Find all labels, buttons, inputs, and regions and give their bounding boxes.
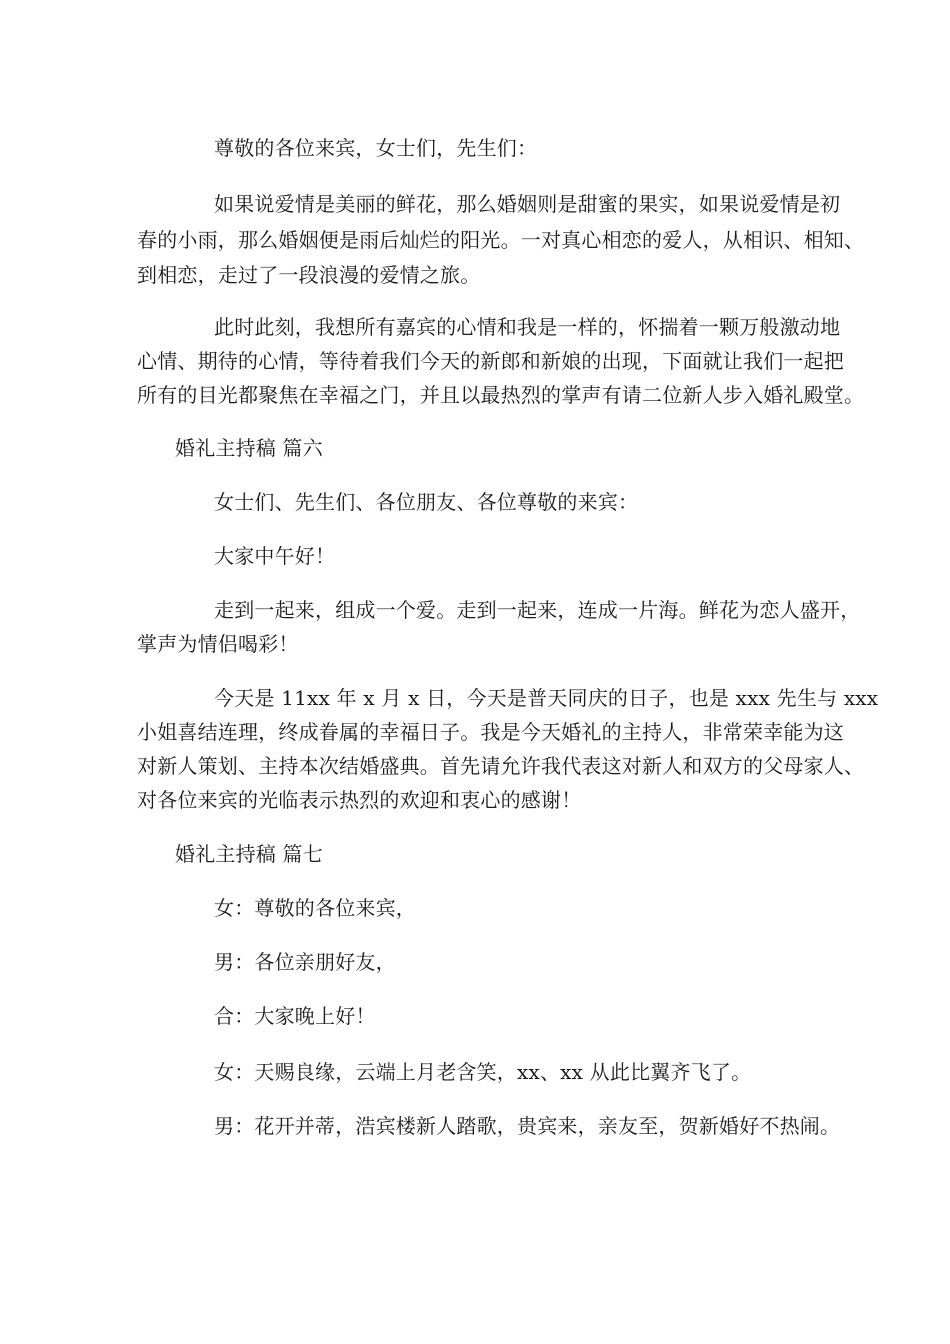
paragraph-line: 到相恋，走过了一段浪漫的爱情之旅。 [137, 263, 481, 287]
paragraph-line: 小姐喜结连理，终成眷属的幸福日子。我是今天婚礼的主持人，非常荣幸能为这 [137, 720, 844, 744]
section-heading: 婚礼主持稿 篇七 [175, 842, 323, 866]
paragraph-line: 对新人策划、主持本次结婚盛典。首先请允许我代表这对新人和双方的父母家人、 [137, 754, 865, 778]
paragraph-line: 女士们、先生们、各位朋友、各位尊敬的来宾： [214, 490, 639, 514]
paragraph-line: 此时此刻，我想所有嘉宾的心情和我是一样的，怀揣着一颗万般激动地 [214, 315, 841, 339]
dialogue-line: 男：各位亲朋好友， [214, 950, 396, 974]
paragraph-line: 如果说爱情是美丽的鲜花，那么婚姻则是甜蜜的果实，如果说爱情是初 [214, 192, 841, 216]
dialogue-line: 男：花开并蒂，浩宾楼新人踏歌，贵宾来，亲友至，贺新婚好不热闹。 [214, 1114, 841, 1138]
paragraph-line: 所有的目光都聚焦在幸福之门，并且以最热烈的掌声有请二位新人步入婚礼殿堂。 [137, 383, 865, 407]
section-heading: 婚礼主持稿 篇六 [175, 436, 323, 460]
paragraph-line: 心情、期待的心情，等待着我们今天的新郎和新娘的出现，下面就让我们一起把 [137, 349, 844, 373]
paragraph-line: 春的小雨，那么婚姻便是雨后灿烂的阳光。一对真心相恋的爱人，从相识、相知、 [137, 228, 865, 252]
paragraph-line: 掌声为情侣喝彩！ [137, 632, 299, 656]
greeting-line: 尊敬的各位来宾，女士们，先生们： [214, 136, 538, 160]
paragraph-line: 对各位来宾的光临表示热烈的欢迎和衷心的感谢！ [137, 788, 582, 812]
paragraph-line: 大家中午好！ [214, 544, 336, 568]
dialogue-line: 合：大家晚上好！ [214, 1004, 376, 1028]
paragraph-line: 今天是 11xx 年 x 月 x 日，今天是普天同庆的日子，也是 xxx 先生与 xxx [214, 686, 879, 710]
dialogue-line: 女：尊敬的各位来宾， [214, 896, 416, 920]
dialogue-line: 女：天赐良缘，云端上月老含笑，xx、xx 从此比翼齐飞了。 [214, 1060, 752, 1084]
paragraph-line: 走到一起来，组成一个爱。走到一起来，连成一片海。鲜花为恋人盛开， [214, 598, 861, 622]
